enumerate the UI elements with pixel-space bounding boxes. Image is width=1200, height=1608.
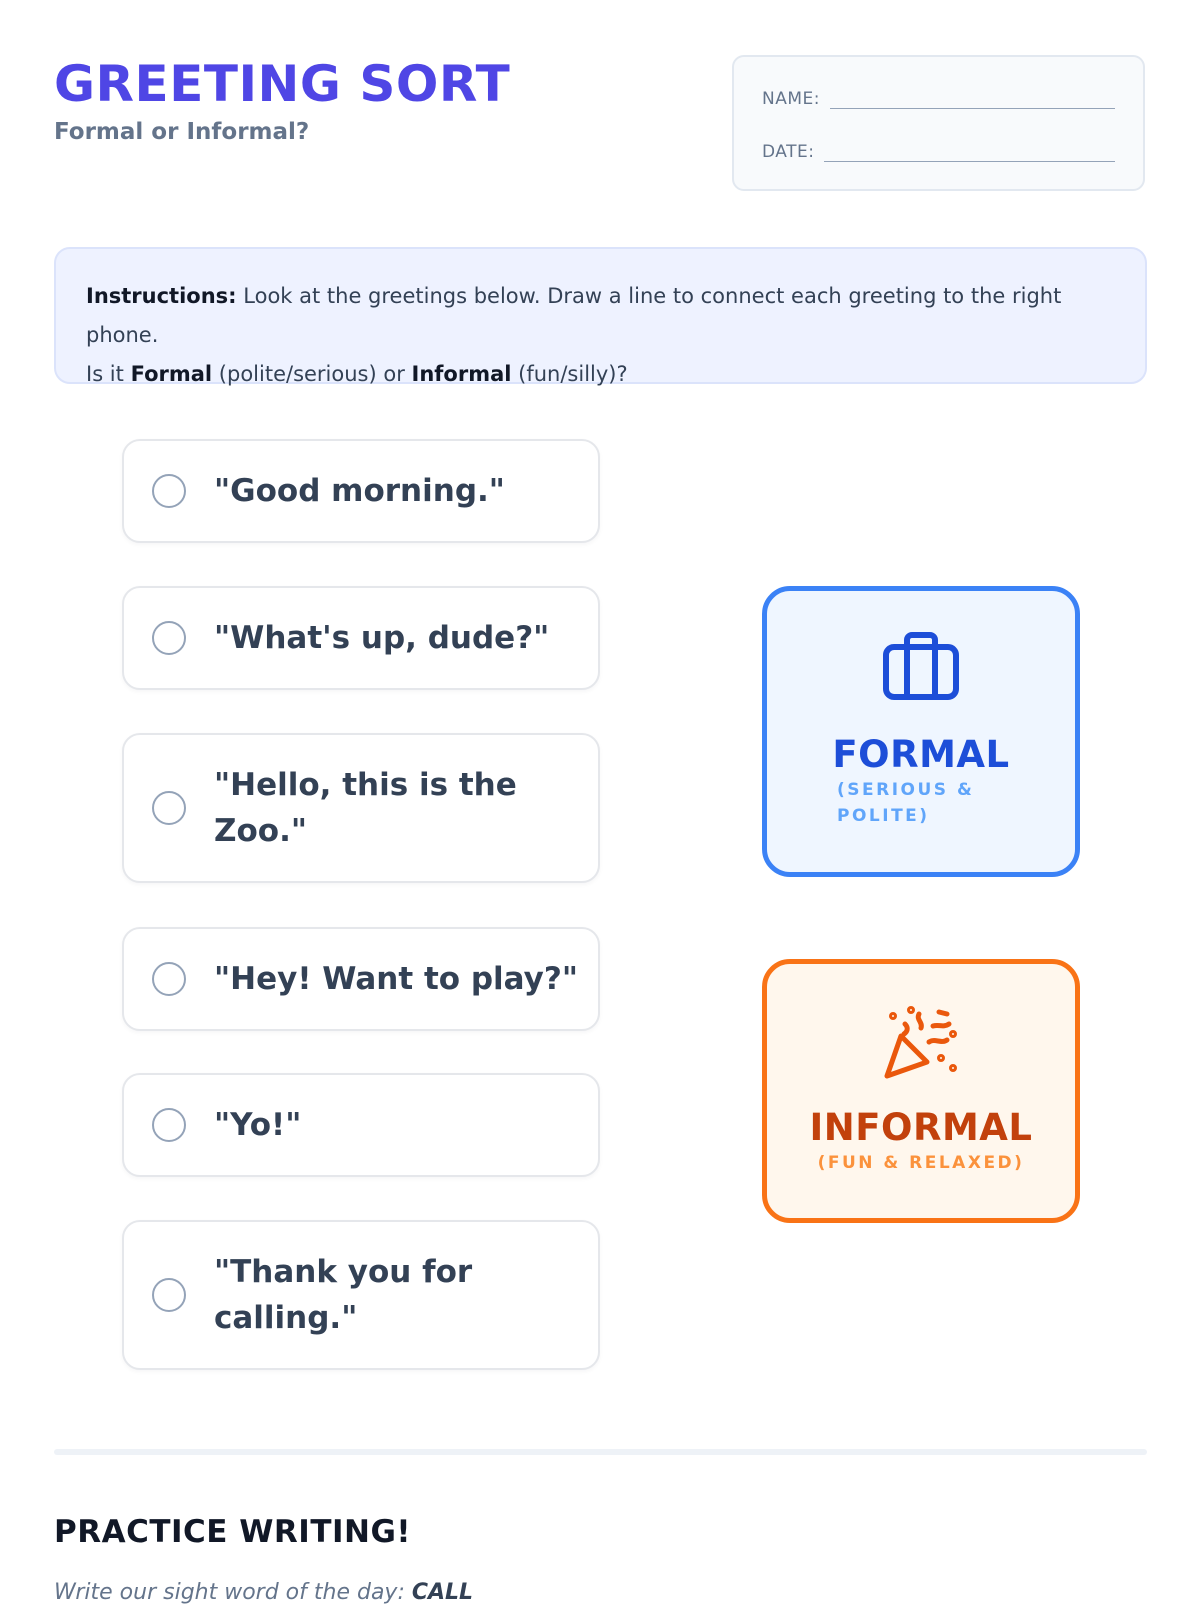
student-info-box [732, 55, 1145, 191]
connect-point[interactable] [152, 474, 186, 508]
informal-label: INFORMAL [809, 1106, 1033, 1149]
practice-title: PRACTICE WRITING! [54, 1514, 412, 1550]
name-field[interactable] [762, 89, 1115, 109]
connect-point[interactable] [152, 962, 186, 996]
greeting-text: "Yo!" [214, 1107, 302, 1143]
page-subtitle: Formal or Informal? [54, 119, 310, 145]
greeting-card[interactable] [122, 1220, 600, 1370]
briefcase-icon [882, 631, 960, 705]
connect-point[interactable] [152, 621, 186, 655]
instructions-informal-word: Informal [411, 362, 512, 386]
greeting-card[interactable] [122, 439, 600, 543]
greeting-text: "Hello, this is the Zoo." [214, 767, 517, 849]
page-title: GREETING SORT [54, 55, 511, 113]
date-label: DATE: [762, 142, 815, 162]
sight-word-prefix: Write our sight word of the day: [54, 1580, 405, 1605]
informal-target-box[interactable] [762, 959, 1080, 1223]
greeting-text: "Good morning." [214, 473, 505, 509]
greeting-text: "Thank you for calling." [214, 1254, 473, 1336]
greeting-card[interactable] [122, 927, 600, 1031]
greeting-text: "What's up, dude?" [214, 620, 550, 656]
greeting-card[interactable] [122, 586, 600, 690]
greeting-card[interactable] [122, 1073, 600, 1177]
instructions-line2-prefix: Is it [86, 362, 124, 386]
date-field[interactable] [762, 142, 1115, 162]
connect-point[interactable] [152, 1108, 186, 1142]
instructions-panel [54, 247, 1147, 384]
formal-sublabel: (SERIOUS & POLITE) [837, 780, 975, 826]
party-popper-icon [883, 1006, 959, 1084]
section-divider [54, 1449, 1147, 1455]
connect-point[interactable] [152, 1278, 186, 1312]
name-line[interactable] [830, 90, 1115, 109]
connect-point[interactable] [152, 791, 186, 825]
instructions-formal-word: Formal [130, 362, 213, 386]
instructions-formal-desc: (polite/serious) or [218, 362, 405, 386]
date-line[interactable] [824, 143, 1115, 162]
instructions-informal-desc: (fun/silly)? [518, 362, 628, 386]
informal-sublabel: (FUN & RELAXED) [817, 1153, 1025, 1173]
instructions-lead: Instructions: [86, 284, 237, 308]
greeting-text: "Hey! Want to play?" [214, 961, 578, 997]
formal-label: FORMAL [832, 733, 1010, 776]
sight-word-prompt [54, 1578, 473, 1608]
greeting-card[interactable] [122, 733, 600, 883]
name-label: NAME: [762, 89, 820, 109]
sight-word: CALL [411, 1580, 474, 1605]
formal-target-box[interactable] [762, 586, 1080, 877]
instructions-line1: Look at the greetings below. Draw a line to connect each greeting to the right phone. [86, 284, 1062, 347]
